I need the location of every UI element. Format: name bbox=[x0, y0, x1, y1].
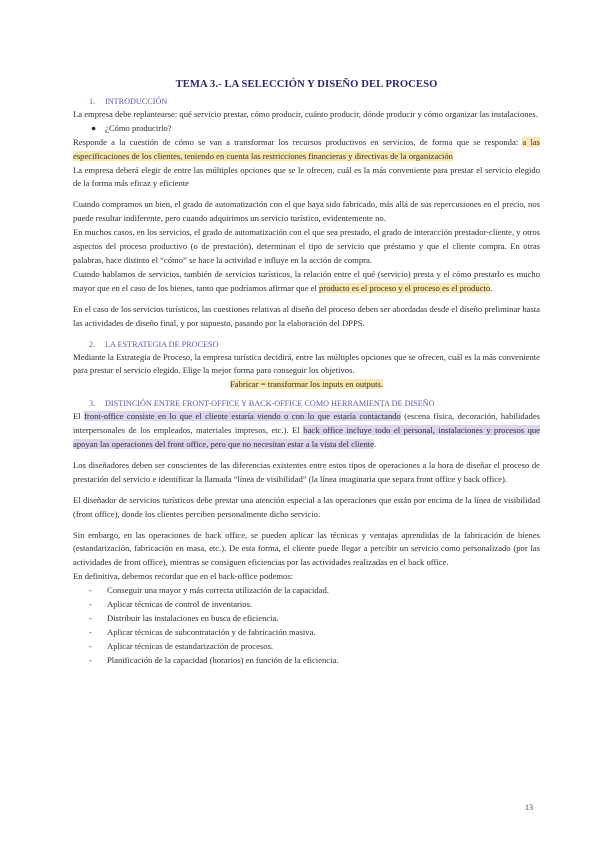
list-item: - Aplicar técnicas de subcontratación y de fabricación masiva. bbox=[89, 626, 540, 640]
paragraph: En definitiva, debemos recordar que en el back-office podemos: bbox=[73, 571, 294, 582]
section-number: 1. bbox=[89, 96, 96, 106]
highlighted-text: Fabricar = transformar los inputs en outputs. bbox=[229, 379, 384, 390]
highlighted-text: producto es el proceso y el proceso es el producto bbox=[319, 282, 491, 293]
paragraph-text: El bbox=[73, 411, 85, 422]
list-item: - Distribuir las instalaciones en busca de eficiencia. bbox=[89, 612, 540, 626]
list-item: - Aplicar técnicas de control de inventarios. bbox=[89, 598, 540, 612]
page-number: 13 bbox=[525, 803, 533, 812]
paragraph-text: . bbox=[490, 282, 493, 293]
paragraph: Cuando compramos un bien, el grado de automatización con el que haya sido fabricado, más allá de sus repercusiones en el precio, nos puede resultar indiferente, pero cuando adquirimos un servicio turístico, evidentemente no. bbox=[73, 199, 540, 224]
dash-list bbox=[73, 584, 540, 667]
bullet-item bbox=[73, 122, 540, 136]
paragraph bbox=[73, 410, 540, 452]
section-title: LA ESTRATEGIA DE PROCESO bbox=[105, 339, 219, 349]
section-heading-estrategia bbox=[73, 338, 540, 351]
centered-line bbox=[73, 378, 540, 392]
paragraph: La empresa deberá elegir de entre las múltiples opciones que se le ofrecen, cuál es la más conveniente para prestar el servicio elegido de la forma más eficaz y eficiente bbox=[73, 164, 540, 189]
section-title: DISTINCIÓN ENTRE FRONT-OFFICE Y BACK-OFFICE COMO HERRAMIENTA DE DISEÑO bbox=[105, 399, 435, 409]
paragraph-text: Responde a la cuestión de cómo se van a transformar los recursos productivos en servicios, de forma que se responda: bbox=[73, 136, 523, 147]
highlighted-text: front-office consiste en lo que el cliente estaría viendo o con lo que estaría contactando bbox=[84, 411, 401, 422]
paragraph: Mediante la Estrategia de Proceso, la empresa turística decidirá, entre las múltiples opciones que se ofrecen, cuál es la más conveniente para prestar el servicio elegido. Elige la mejor forma para conseguir los objetivos. bbox=[73, 351, 540, 376]
section-heading-introduccion bbox=[73, 95, 540, 108]
section-heading-front-back-office bbox=[73, 397, 540, 410]
list-item: - Planificación de la capacidad (horarios) en función de la eficiencia. bbox=[89, 654, 540, 668]
highlighted-text: back office incluye todo el personal, instalaciones y procesos que apoyan las operaciones del front office, pero que no necesitan estar a la vista del cliente bbox=[73, 425, 540, 450]
paragraph: El diseñador de servicios turísticos debe prestar una atención especial a las operaciones que están por encima de la línea de visibilidad (front office), donde los clientes perciben personalmente dicho servicio. bbox=[73, 494, 540, 519]
highlighted-text: a las especificaciones de los clientes, teniendo en cuenta las restricciones financieras y directivas de la organización bbox=[73, 136, 540, 161]
paragraph: Los diseñadores deben ser conscientes de las diferencias existentes entre estos tipos de operaciones a la hora de diseñar el proceso de prestación del servicio e identificar la llamada “línea de visibilidad” (la línea imaginaria que separa front office y back office). bbox=[73, 459, 540, 484]
paragraph-text: Cuando hablamos de servicios, también de servicios turísticos, la relación entre el qué (servicio) presta y el cómo prestarlo es mucho mayor que en el caso de los bienes, tanto que podríamos afirmar que el bbox=[73, 268, 540, 293]
paragraph-text: (escena física, decoración, habilidades interpersonales de los empleados, materiales impresos, etc.). El bbox=[73, 411, 540, 436]
paragraph: La empresa debe replantearse: qué servicio prestar, cómo producir, cuánto producir, dónde producir y cómo organizar las instalaciones. bbox=[73, 108, 538, 119]
list-item: - Aplicar técnicas de estandarización de procesos. bbox=[89, 640, 540, 654]
paragraph: En muchos casos, en los servicios, el grado de automatización con el que sea prestado, el grado de interacción prestador-cliente, y otros aspectos del proceso productivo (o de prestación), determinan el tipo de servicio que préstamo y que el cliente compra. En otras palabras, hace distinto el “cómo” se hace la actividad e influye en la acción de compra. bbox=[73, 227, 540, 265]
paragraph: Sin embargo, en las operaciones de back office, se pueden aplicar las técnicas y ventajas aprendidas de la fabricación de bienes (estandarización, fabricación en masa, etc.). De esta forma, el cliente puede llegar a percibir un servicio como personalizado (por las actividades de front office), mientras se consiguen eficiencias por las actividades realizadas en el back office. bbox=[73, 529, 540, 568]
section-title: INTRODUCCIÓN bbox=[105, 96, 168, 106]
section-number: 3. bbox=[89, 399, 96, 409]
list-item: - Conseguir una mayor y más correcta utilización de la capacidad. bbox=[89, 584, 540, 598]
paragraph bbox=[73, 136, 540, 164]
paragraph bbox=[73, 268, 540, 296]
section-number: 2. bbox=[89, 339, 96, 349]
bullet-dot-icon: ● bbox=[91, 122, 97, 133]
bullet-text: ¿Cómo producirlo? bbox=[105, 122, 172, 133]
paragraph: En el caso de los servicios turísticos, las cuestiones relativas al diseño del proceso deben ser abordadas desde el diseño preliminar hasta las actividades de diseño final, y por supuesto, pasando por la elaboración del DPPS. bbox=[73, 303, 540, 328]
page-title: TEMA 3.- LA SELECCIÓN Y DISEÑO DEL PROCESO bbox=[175, 79, 438, 90]
paragraph-text: . bbox=[373, 439, 377, 450]
